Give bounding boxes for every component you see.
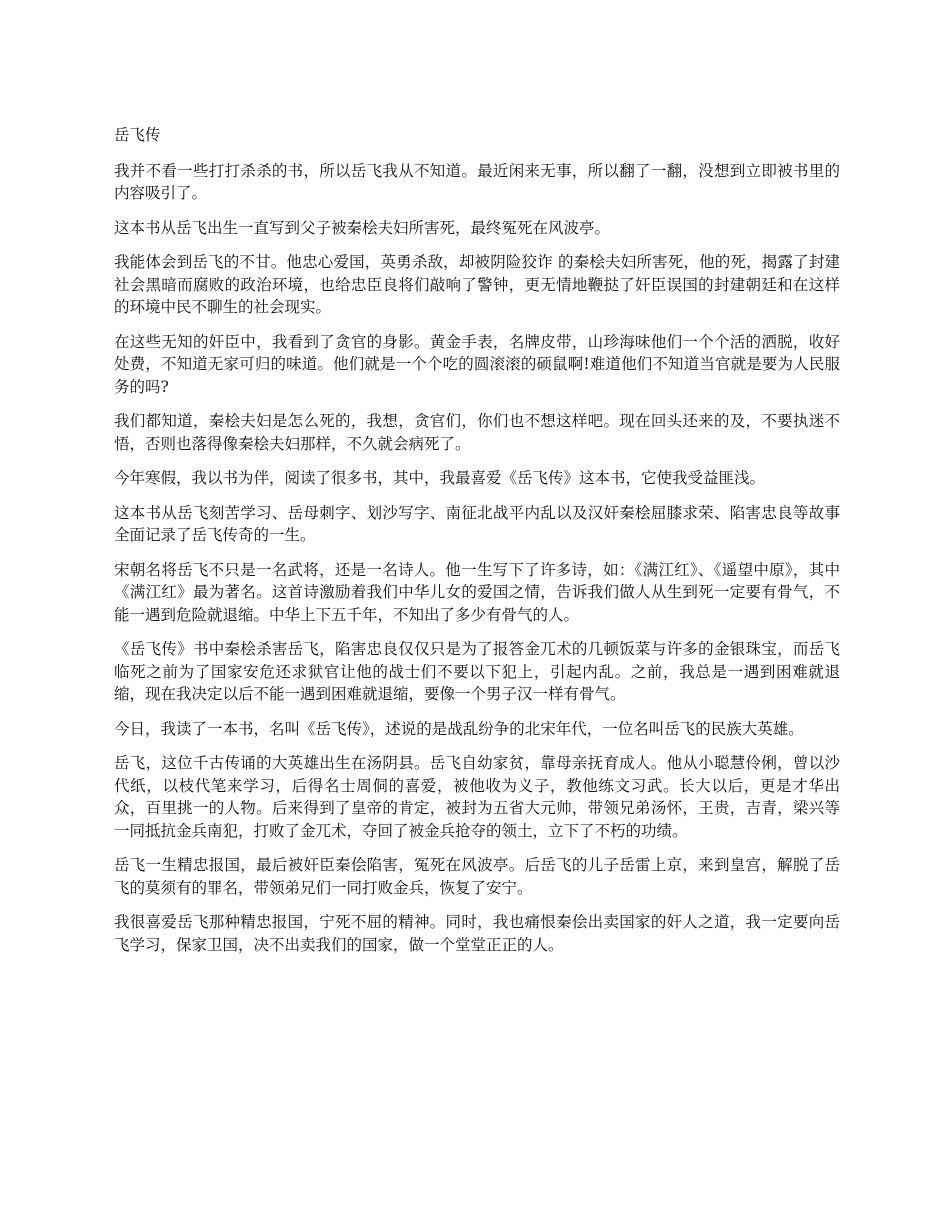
paragraph: 宋朝名将岳飞不只是一名武将，还是一名诗人。他一生写下了许多诗，如：《满江红》、《遥望中原》，其中《满江红》最为著名。这首诗激励着我们中华儿女的爱国之情，告诉我们做人从生到死一定要有骨气，不能一遇到危险就退缩。中华上下五千年，不知出了多少有骨气的人。 — [114, 560, 840, 624]
document-body — [114, 160, 840, 957]
paragraph: 今年寒假，我以书为伴，阅读了很多书，其中，我最喜爱《岳飞传》这本书，它使我受益匪浅。 — [114, 469, 766, 487]
paragraph: 岳飞一生精忠报国，最后被奸臣秦侩陷害，冤死在风波亭。后岳飞的儿子岳雷上京，来到皇宫，解脱了岳飞的莫须有的罪名，带领弟兄们一同打败金兵，恢复了安宁。 — [114, 856, 840, 897]
document-page — [114, 124, 840, 968]
paragraph: 岳飞，这位千古传诵的大英雄出生在汤阴县。岳飞自幼家贫，靠母亲抚育成人。他从小聪慧伶俐，曾以沙代纸，以枝代笔来学习，后得名士周侗的喜爱，被他收为义子，教他练文习武。长大以后，更是才华出众，百里挑一的人物。后来得到了皇帝的肯定，被封为五省大元帅，带领兄弟汤怀，王贵，吉青，梁兴等一同抵抗金兵南犯，打败了金兀术，夺回了被金兵抢夺的领土，立下了不朽的功绩。 — [114, 754, 840, 840]
paragraph: 今日，我读了一本书，名叫《岳飞传》，述说的是战乱纷争的北宋年代，一位名叫岳飞的民族大英雄。 — [114, 719, 804, 738]
paragraph: 在这些无知的奸臣中，我看到了贪官的身影。黄金手表，名牌皮带，山珍海味他们一个个活的洒脱，收好处费，不知道无家可归的味道。他们就是一个个吃的圆滚滚的硕鼠啊!难道他们不知道当官就是要为人民服务的吗? — [114, 332, 840, 396]
paragraph: 这本书从岳飞出生一直写到父子被秦桧夫妇所害死，最终冤死在风波亭。 — [114, 218, 611, 237]
paragraph: 《岳飞传》书中秦桧杀害岳飞，陷害忠良仅仅只是为了报答金兀术的几顿饭菜与许多的金银珠宝，而岳飞临死之前为了国家安危还求狱官让他的战士们不要以下犯上，引起内乱。之前，我总是一遇到困难就退缩，现在我决定以后不能一遇到困难就退缩，要像一个男子汉一样有骨气。 — [114, 640, 840, 703]
paragraph: 我很喜爱岳飞那种精忠报国，宁死不屈的精神。同时，我也痛恨秦侩出卖国家的奸人之道，我一定要向岳飞学习，保家卫国，决不出卖我们的国家，做一个堂堂正正的人。 — [114, 913, 840, 954]
document-title: 岳飞传 — [114, 126, 161, 144]
paragraph: 这本书从岳飞刻苦学习、岳母刺字、划沙写字、南征北战平内乱以及汉奸秦桧屈膝求荣、陷害忠良等故事全面记录了岳飞传奇的一生。 — [114, 503, 840, 544]
paragraph: 我并不看一些打打杀杀的书，所以岳飞我从不知道。最近闲来无事，所以翻了一翻，没想到立即被书里的内容吸引了。 — [114, 161, 840, 202]
paragraph: 我能体会到岳飞的不甘。他忠心爱国，英勇杀敌，却被阴险狡诈 的秦桧夫妇所害死，他的死，揭露了封建社会黑暗而腐败的政治环境，也给忠臣良将们敲响了警钟，更无情地鞭挞了奸臣误国的封建朝廷和在这样的环境中民不聊生的社会现实。 — [114, 253, 840, 316]
paragraph: 我们都知道，秦桧夫妇是怎么死的，我想，贪官们，你们也不想这样吧。现在回头还来的及，不要执迷不悟，否则也落得像秦桧夫妇那样，不久就会病死了。 — [114, 412, 840, 453]
